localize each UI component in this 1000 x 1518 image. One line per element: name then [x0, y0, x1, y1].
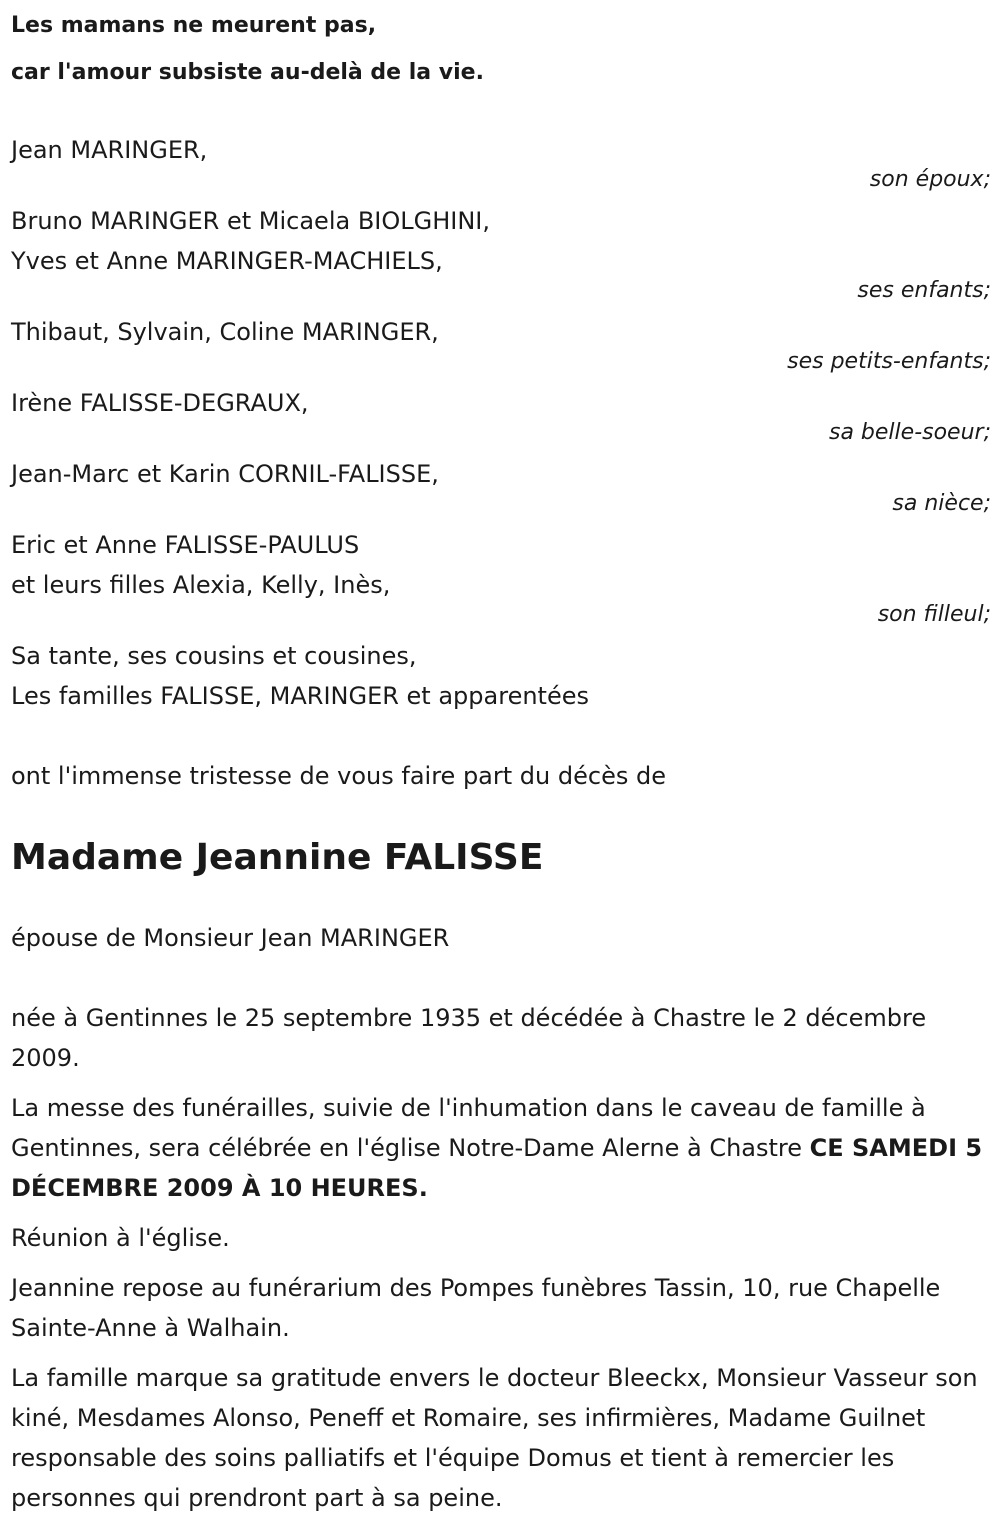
family-names: Yves et Anne MARINGER-MACHIELS, [11, 247, 443, 275]
family-relation: son époux; [869, 167, 991, 192]
other-relatives-line: Sa tante, ses cousins et cousines, [11, 642, 417, 670]
thanks-note: La famille marque sa gratitude envers le docteur Bleeckx, Monsieur Vasseur son kiné, Mesdames Alonso, Peneff et Romaire, ses infirmières, Madame Guilnet responsable des soins palliatifs et l'équipe Domus et tient à remercier les personnes qui prendront part à sa peine. [11, 1364, 978, 1512]
funeral-text: La messe des funérailles, suivie de l'inhumation dans le caveau de famille à Gentinnes, sera célébrée en l'église Notre-Dame Alerne à Chastre [11, 1094, 926, 1162]
family-list [11, 130, 991, 716]
family-entry [11, 383, 991, 446]
family-relation: son filleul; [877, 602, 991, 627]
family-names: Irène FALISSE-DEGRAUX, [11, 389, 309, 417]
family-relation: ses enfants; [857, 278, 991, 303]
family-names: Jean-Marc et Karin CORNIL-FALISSE, [11, 460, 439, 488]
family-entry [11, 525, 991, 628]
family-entry [11, 454, 991, 517]
family-names: Jean MARINGER, [11, 136, 208, 164]
other-relatives [11, 636, 991, 716]
family-relation: sa belle-soeur; [829, 420, 991, 445]
family-names: Eric et Anne FALISSE-PAULUS [11, 531, 360, 559]
family-entry [11, 312, 991, 375]
deceased-name: Madame Jeannine FALISSE [11, 837, 544, 878]
other-relatives-line: Les familles FALISSE, MARINGER et apparentées [11, 682, 589, 710]
announcement: ont l'immense tristesse de vous faire part du décès de [11, 762, 666, 790]
meeting-note: Réunion à l'église. [11, 1224, 230, 1252]
family-relation: sa nièce; [892, 491, 991, 516]
birth-death: née à Gentinnes le 25 septembre 1935 et décédée à Chastre le 2 décembre 2009. [11, 1004, 927, 1072]
family-names: Thibaut, Sylvain, Coline MARINGER, [11, 318, 439, 346]
epigraph-line-2: car l'amour subsiste au-delà de la vie. [11, 60, 484, 85]
family-names: Bruno MARINGER et Micaela BIOLGHINI, [11, 207, 491, 235]
spouse-line: épouse de Monsieur Jean MARINGER [11, 924, 450, 952]
family-entry [11, 201, 991, 304]
funeral-date: CE SAMEDI 5 DÉCEMBRE 2009 À 10 HEURES. [11, 1134, 983, 1202]
obituary-notice [11, 0, 991, 1518]
epigraph [11, 2, 991, 96]
epigraph-line-1: Les mamans ne meurent pas, [11, 13, 377, 38]
family-relation: ses petits-enfants; [787, 349, 991, 374]
family-entry [11, 130, 991, 193]
rest-place: Jeannine repose au funérarium des Pompes funèbres Tassin, 10, rue Chapelle Sainte-Anne à Walhain. [11, 1274, 941, 1342]
funeral-details [11, 1088, 991, 1208]
family-names: et leurs filles Alexia, Kelly, Inès, [11, 571, 391, 599]
